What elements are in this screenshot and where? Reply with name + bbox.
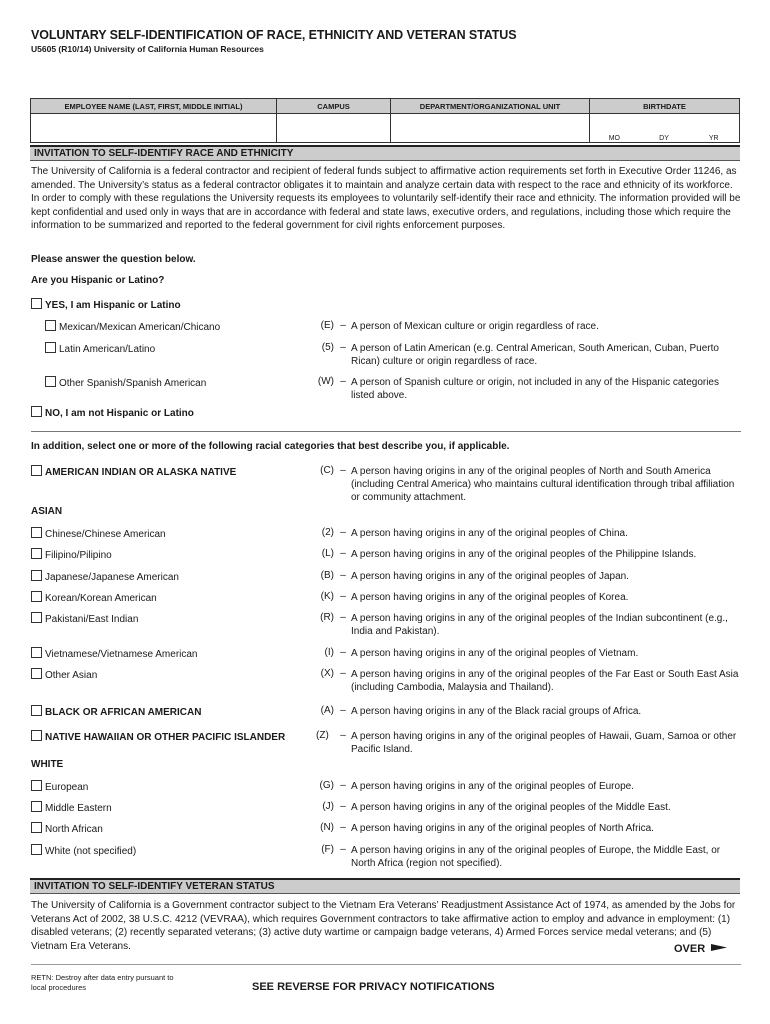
option-other-asian[interactable]: [31, 668, 97, 681]
retention-note: [31, 973, 174, 993]
over-indicator: [674, 942, 727, 955]
american-indian-code: (C): [320, 465, 334, 476]
mexican-code: (E): [320, 320, 334, 331]
american-indian-dash: –: [340, 465, 346, 476]
option-vietnamese[interactable]: [31, 647, 198, 660]
employee-info-table: [30, 98, 740, 143]
korean-desc: A person having origins in any of the original peoples of Korea.: [351, 592, 629, 603]
european-code: (G): [319, 780, 334, 791]
race-section-heading: INVITATION TO SELF-IDENTIFY RACE AND ETHNICITY: [30, 145, 740, 161]
vietnamese-desc: A person having origins in any of the original peoples of Vietnam.: [351, 648, 639, 659]
see-reverse-notice: SEE REVERSE FOR PRIVACY NOTIFICATIONS: [252, 981, 495, 993]
black-label: BLACK OR AFRICAN AMERICAN: [45, 707, 202, 718]
american-indian-label: AMERICAN INDIAN OR ALASKA NATIVE: [45, 467, 237, 478]
filipino-dash: –: [340, 548, 346, 559]
european-checkbox[interactable]: [31, 780, 42, 791]
american-indian-checkbox[interactable]: [31, 465, 42, 476]
other-asian-desc: A person having origins in any of the original peoples of the Far East or South East Asia (including Cambodia, Malaysia and Thailand).: [351, 669, 739, 693]
pakistani-checkbox[interactable]: [31, 612, 42, 623]
hispanic-no-option[interactable]: [31, 406, 194, 419]
vietnamese-code: (I): [324, 647, 334, 658]
asian-heading: ASIAN: [31, 506, 63, 517]
japanese-code: (B): [320, 570, 334, 581]
black-code: (A): [320, 705, 334, 716]
birthdate-day-label: DY: [640, 114, 690, 142]
north-african-label: North African: [45, 824, 103, 835]
pakistani-code: (R): [320, 612, 334, 623]
middle-eastern-label: Middle Eastern: [45, 803, 112, 814]
chinese-desc: A person having origins in any of the original peoples of China.: [351, 528, 628, 539]
option-filipino[interactable]: [31, 548, 112, 561]
footer-divider: [31, 964, 741, 965]
filipino-label: Filipino/Pilipino: [45, 550, 112, 561]
pakistani-dash: –: [340, 612, 346, 623]
korean-label: Korean/Korean American: [45, 593, 157, 604]
chinese-dash: –: [340, 527, 346, 538]
racial-prompt: In addition, select one or more of the following racial categories that best describe you, if applicable.: [31, 441, 510, 452]
option-hawaiian[interactable]: [31, 730, 285, 743]
hispanic-yes-label: YES, I am Hispanic or Latino: [45, 300, 181, 311]
vietnamese-checkbox[interactable]: [31, 647, 42, 658]
option-white-not-specified[interactable]: [31, 844, 136, 857]
pakistani-desc: A person having origins in any of the original peoples of the Indian subcontinent (e.g., India and Pakistan).: [351, 613, 728, 637]
american-indian-desc: A person having origins in any of the original peoples of North and South America (including Central America) who maintains cultural identification through tribal affiliation or community attachment.: [351, 466, 735, 503]
please-answer-text: Please answer the question below.: [31, 254, 196, 265]
birthdate-month-label: MO: [590, 114, 640, 142]
other-asian-code: (X): [320, 668, 334, 679]
latin-american-label: Latin American/Latino: [59, 344, 156, 355]
birthdate-header: BIRTHDATE: [590, 99, 740, 114]
filipino-code: (L): [321, 548, 334, 559]
veteran-paragraph: The University of California is a Government contractor subject to the Vietnam Era Veterans’ Readjustment Assistance Act of 1974, as amended by the Jobs for Veterans Act of 2002, 38 U.S.C. 4212 (VEVRAA), which requires Government contractors to take affirmative action to employ and advance in employment: (1) disabled veterans; (2) recently separated veterans; (3) active duty wartime or campaign badge veterans, 4) Armed Forces service medal veterans; and (5) Vietnam Era Veterans.: [31, 900, 736, 952]
european-dash: –: [340, 780, 346, 791]
race-intro-paragraph: The University of California is a federal contractor and recipient of federal funds subject to affirmative action requirements set forth in Executive Order 11246, as amended. The University’s status as a federal contractor obligates it to maintain and analyze certain data with respect to the race and ethnicity of its workforce. In order to comply with these regulations the University requests its employees to voluntarily self-identify their race and ethnicity. The information provided will be kept confidential and used only in ways that are in accordance with federal and state laws, executive orders, and regulations, including those which require the information to be summarized and reported to the federal government for civil rights enforcement purposes.: [31, 166, 741, 231]
other-spanish-label: Other Spanish/Spanish American: [59, 378, 207, 389]
black-checkbox[interactable]: [31, 705, 42, 716]
retention-line-1: RETN: Destroy after data entry pursuant to: [31, 973, 174, 982]
department-header: DEPARTMENT/ORGANIZATIONAL UNIT: [391, 99, 590, 114]
white-not-specified-code: (F): [321, 844, 334, 855]
other-spanish-desc: A person of Spanish culture or origin, not included in any of the Hispanic categories listed above.: [351, 377, 719, 401]
chinese-checkbox[interactable]: [31, 527, 42, 538]
latin-american-code: (5): [321, 342, 334, 353]
option-european[interactable]: [31, 780, 88, 793]
north-african-dash: –: [340, 822, 346, 833]
hispanic-yes-checkbox[interactable]: [31, 298, 42, 309]
japanese-label: Japanese/Japanese American: [45, 572, 179, 583]
mexican-checkbox[interactable]: [45, 320, 56, 331]
birthdate-field[interactable]: [590, 114, 740, 143]
mexican-dash: –: [340, 320, 346, 331]
other-spanish-code: (W): [317, 376, 334, 387]
form-title: VOLUNTARY SELF-IDENTIFICATION OF RACE, ETHNICITY AND VETERAN STATUS: [31, 28, 517, 42]
option-north-african[interactable]: [31, 822, 103, 835]
mexican-desc: A person of Mexican culture or origin regardless of race.: [351, 321, 599, 332]
japanese-dash: –: [340, 570, 346, 581]
option-american-indian[interactable]: [31, 465, 236, 478]
japanese-desc: A person having origins in any of the original peoples of Japan.: [351, 571, 629, 582]
latin-american-checkbox[interactable]: [45, 342, 56, 353]
retention-line-2: local procedures: [31, 983, 87, 992]
other-spanish-checkbox[interactable]: [45, 376, 56, 387]
black-dash: –: [340, 705, 346, 716]
hawaiian-dash: –: [340, 730, 346, 741]
white-heading: WHITE: [31, 759, 64, 770]
north-african-desc: A person having origins in any of the original peoples of North Africa.: [351, 823, 654, 834]
hawaiian-desc: A person having origins in any of the original peoples of Hawaii, Guam, Samoa or other Pacific Island.: [351, 731, 737, 755]
european-label: European: [45, 782, 89, 793]
option-japanese[interactable]: [31, 570, 179, 583]
over-label: OVER: [674, 943, 706, 955]
option-black[interactable]: [31, 705, 201, 718]
arrow-right-icon: [711, 942, 727, 953]
department-field[interactable]: [391, 114, 590, 143]
middle-eastern-dash: –: [340, 801, 346, 812]
hawaiian-code: (Z): [316, 730, 329, 741]
hispanic-no-label: NO, I am not Hispanic or Latino: [45, 408, 194, 419]
japanese-checkbox[interactable]: [31, 570, 42, 581]
option-chinese[interactable]: [31, 527, 166, 540]
hawaiian-label: NATIVE HAWAIIAN OR OTHER PACIFIC ISLANDER: [45, 732, 286, 743]
birthdate-year-label: YR: [689, 114, 739, 142]
other-spanish-dash: –: [340, 376, 346, 387]
vietnamese-dash: –: [340, 647, 346, 658]
section-divider: [31, 431, 741, 432]
campus-field[interactable]: [277, 114, 391, 143]
hispanic-yes-option[interactable]: [31, 298, 181, 311]
mexican-label: Mexican/Mexican American/Chicano: [59, 322, 221, 333]
white-not-specified-desc: A person having origins in any of the original peoples of Europe, the Middle East, or North Africa (region not specified).: [351, 845, 721, 869]
middle-eastern-desc: A person having origins in any of the original peoples of the Middle East.: [351, 802, 671, 813]
white-not-specified-checkbox[interactable]: [31, 844, 42, 855]
filipino-desc: A person having origins in any of the original peoples of the Philippine Islands.: [351, 549, 697, 560]
employee-name-header: EMPLOYEE NAME (LAST, FIRST, MIDDLE INITIAL): [31, 99, 277, 114]
hispanic-question: Are you Hispanic or Latino?: [31, 275, 165, 286]
middle-eastern-code: (J): [322, 801, 334, 812]
filipino-checkbox[interactable]: [31, 548, 42, 559]
korean-dash: –: [340, 591, 346, 602]
hispanic-no-checkbox[interactable]: [31, 406, 42, 417]
european-desc: A person having origins in any of the original peoples of Europe.: [351, 781, 634, 792]
white-not-specified-label: White (not specified): [45, 846, 137, 857]
north-african-code: (N): [320, 822, 334, 833]
employee-name-field[interactable]: [31, 114, 277, 143]
other-asian-dash: –: [340, 668, 346, 679]
north-african-checkbox[interactable]: [31, 822, 42, 833]
veteran-section-heading: INVITATION TO SELF-IDENTIFY VETERAN STATUS: [30, 878, 740, 894]
option-korean[interactable]: [31, 591, 157, 604]
chinese-code: (2): [321, 527, 334, 538]
other-asian-checkbox[interactable]: [31, 668, 42, 679]
option-middle-eastern[interactable]: [31, 801, 112, 814]
hawaiian-checkbox[interactable]: [31, 730, 42, 741]
black-desc: A person having origins in any of the Black racial groups of Africa.: [351, 706, 642, 717]
korean-code: (K): [320, 591, 334, 602]
chinese-label: Chinese/Chinese American: [45, 529, 166, 540]
campus-header: CAMPUS: [277, 99, 391, 114]
option-mexican[interactable]: [45, 320, 220, 333]
korean-checkbox[interactable]: [31, 591, 42, 602]
latin-american-desc: A person of Latin American (e.g. Central American, South American, Cuban, Puerto Rican) culture or origin regardless of race.: [351, 343, 719, 367]
white-not-specified-dash: –: [340, 844, 346, 855]
vietnamese-label: Vietnamese/Vietnamese American: [45, 649, 198, 660]
form-subtitle: U5605 (R10/14) University of California Human Resources: [31, 44, 264, 54]
option-pakistani[interactable]: [31, 612, 138, 625]
middle-eastern-checkbox[interactable]: [31, 801, 42, 812]
option-latin-american[interactable]: [45, 342, 155, 355]
pakistani-label: Pakistani/East Indian: [45, 614, 139, 625]
other-asian-label: Other Asian: [45, 670, 98, 681]
option-other-spanish[interactable]: [45, 376, 206, 389]
latin-american-dash: –: [340, 342, 346, 353]
